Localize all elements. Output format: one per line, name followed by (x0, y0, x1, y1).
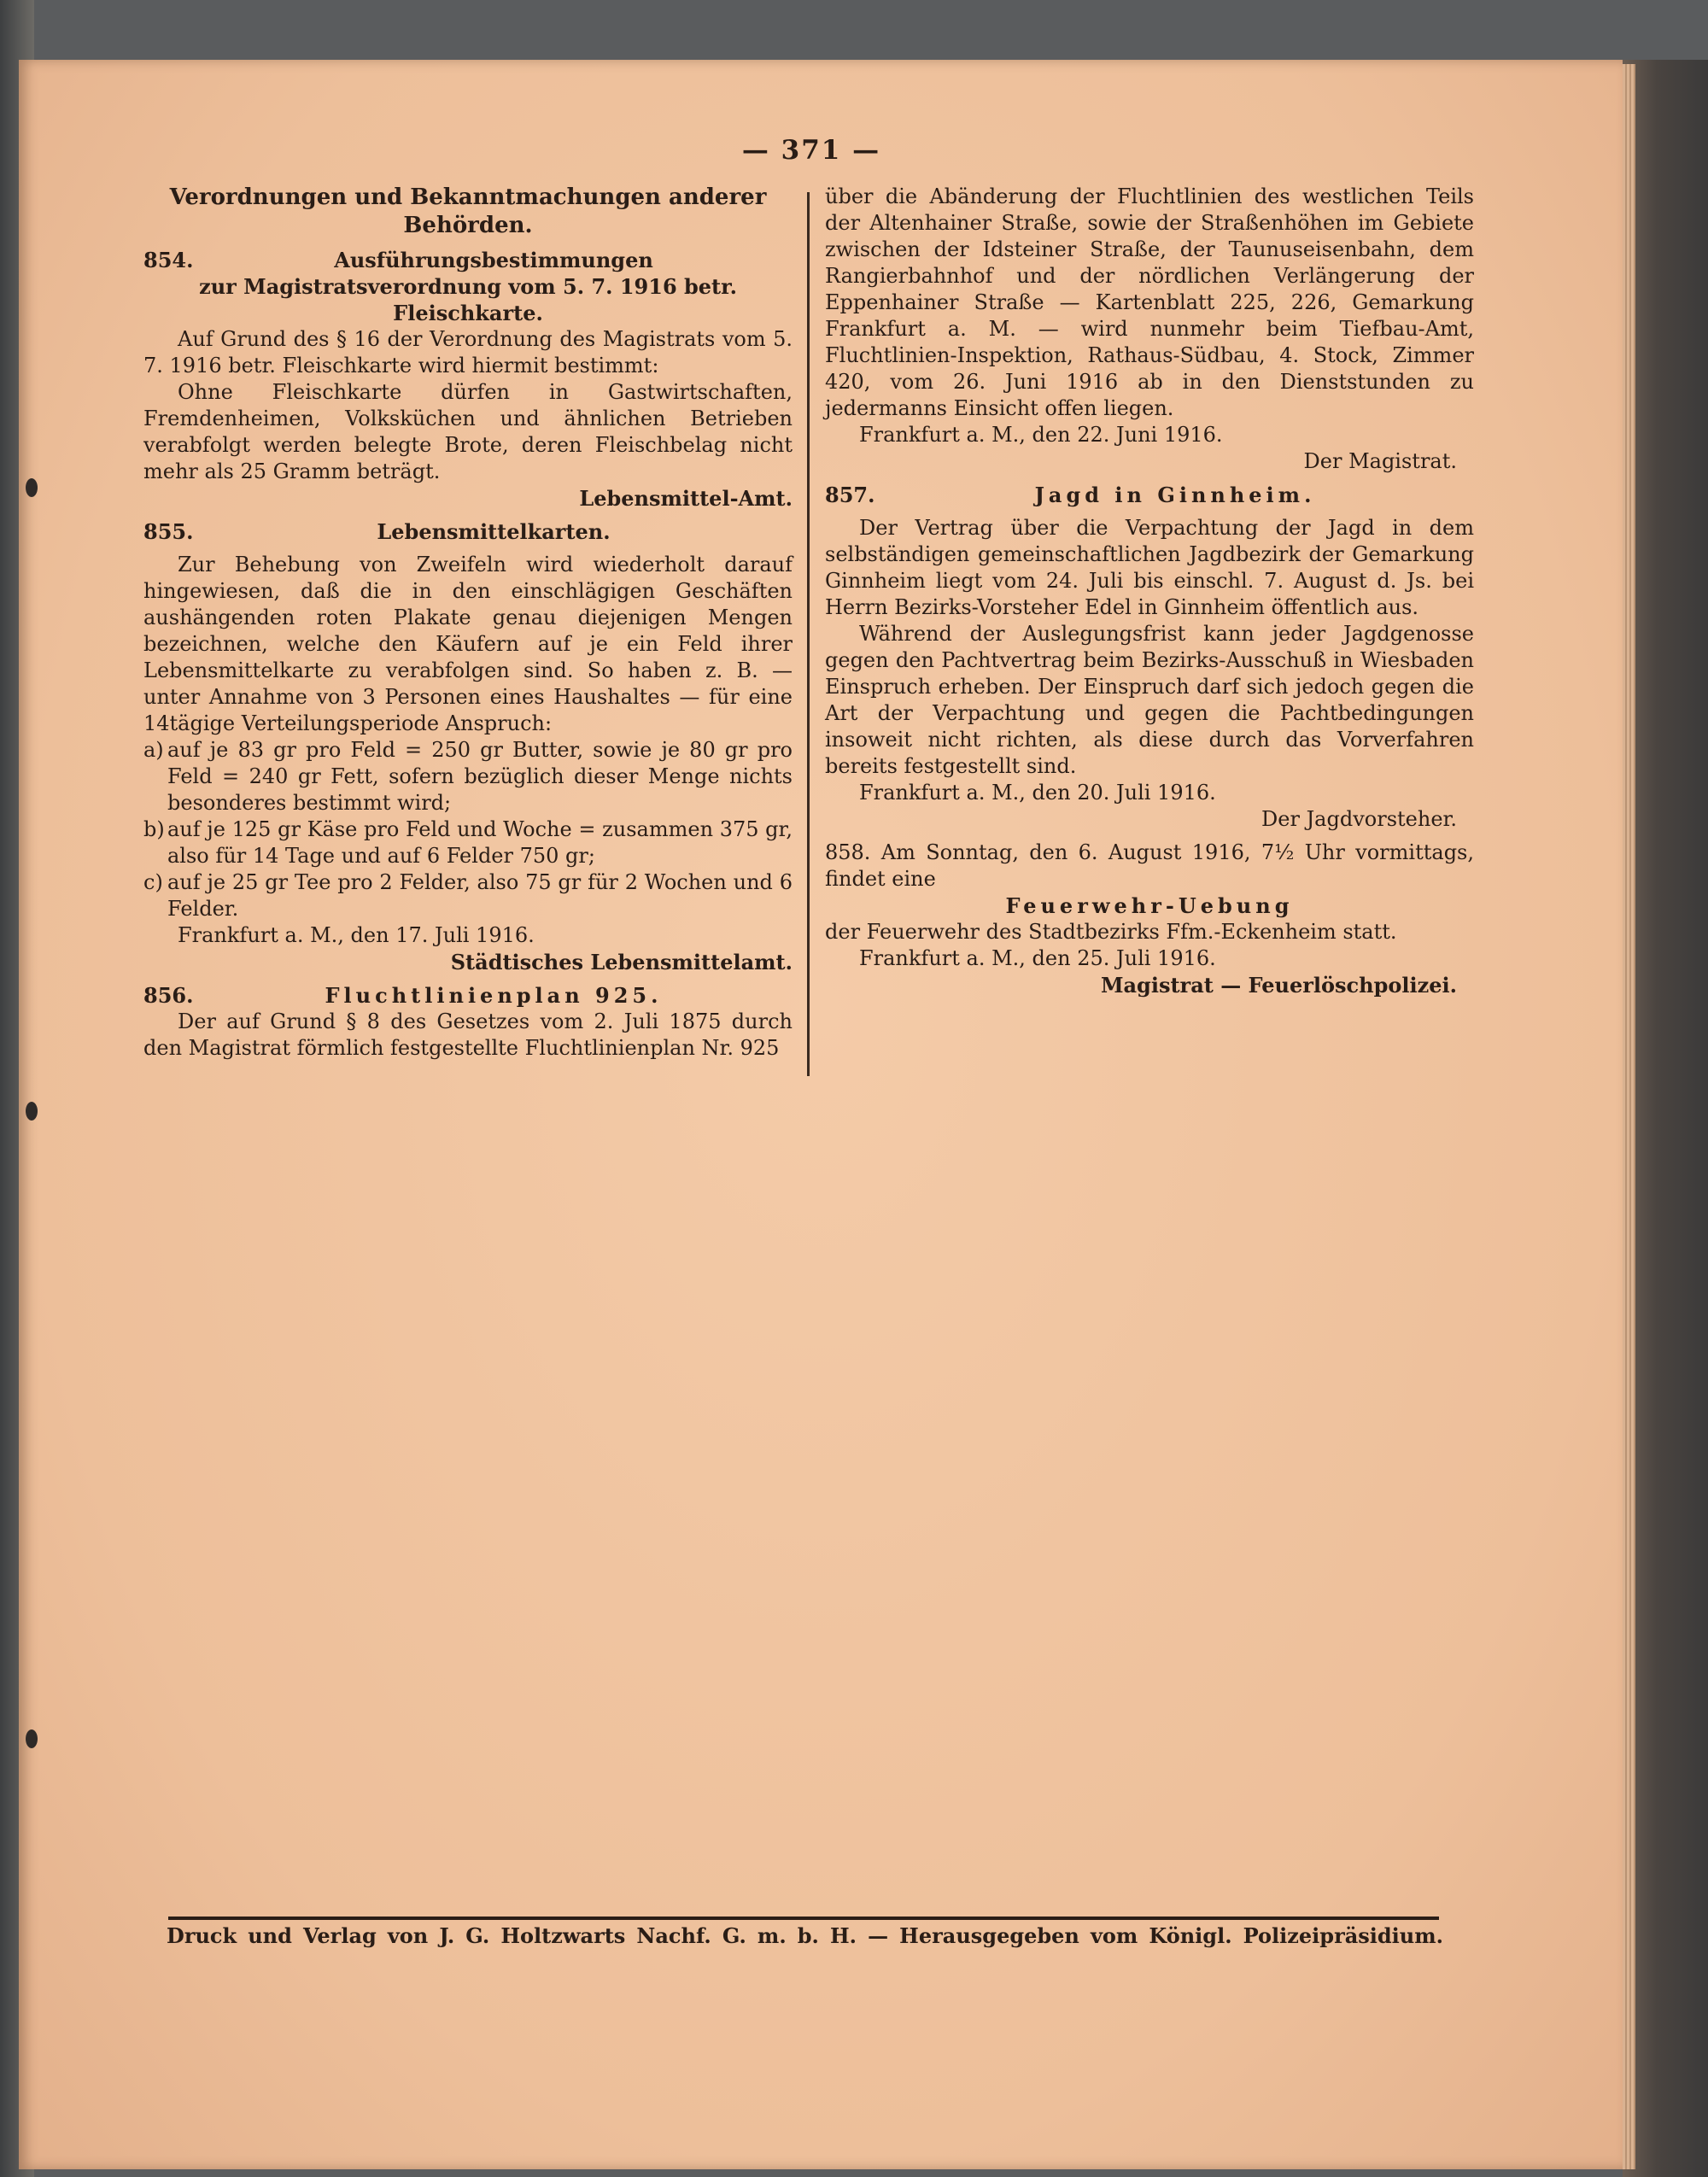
left-column (143, 184, 793, 1062)
list-marker: a) (143, 738, 164, 762)
entry-title: Ausführungsbestimmungen (334, 248, 653, 272)
entry-855-header (143, 518, 793, 545)
entry-body: der Feuerwehr des Stadtbezirks Ffm.-Eckenheim statt. (825, 920, 1397, 944)
entry-date: Frankfurt a. M., den 20. Juli 1916. (859, 781, 1216, 805)
list-text: auf je 83 gr pro Feld = 250 gr Butter, sowie je 80 gr pro Feld = 240 gr Fett, sofern bezüglich dieser Menge nichts besonderes bestimmt wird; (167, 738, 793, 815)
list-item (143, 816, 793, 869)
entry-title: Fluchtlinienplan 925. (325, 983, 663, 1008)
entry-signature: Magistrat — Feuerlöschpolizei. (1100, 973, 1457, 998)
list-marker: b) (143, 817, 165, 841)
entry-858-intro (825, 840, 1474, 892)
entry-date: Frankfurt a. M., den 25. Juli 1916. (859, 946, 1216, 970)
entry-number: 856. (143, 983, 194, 1008)
entry-body: Ohne Fleischkarte dürfen in Gastwirtschaften, Fremdenheimen, Volksküchen und ähnlichen Betrieben verabfolgt werden belegte Brote, deren Fleischbelag nicht mehr als 25 Gramm beträgt. (143, 380, 793, 483)
entry-signature: Städtisches Lebensmittelamt. (450, 950, 793, 974)
entry-number: 854. (143, 248, 194, 272)
binding-hole (26, 478, 38, 497)
page-number: — 371 — (741, 135, 881, 166)
entry-body: Der Vertrag über die Verpachtung der Jagd in dem selbständigen gemeinschaftlichen Jagdbezirk der Gemarkung Ginnheim liegt vom 24. Juli bis einschl. 7. August d. Js. bei Herrn Bezirks-Vorsteher Edel in Ginnheim öffentlich aus. (825, 516, 1474, 619)
entry-number: 858. (825, 840, 871, 864)
column-divider (807, 192, 810, 1076)
entry-857-header (825, 482, 1474, 508)
entry-number: 857. (825, 483, 875, 507)
entry-body: Zur Behebung von Zweifeln wird wiederholt darauf hingewiesen, daß die in den einschlägigen Geschäften aushängenden roten Plakate genau diejenigen Mengen bezeichnen, welche den Käufern auf je ein Feld ihrer Lebensmittelkarte zu verabfolgen sind. So haben z. B. — unter Annahme von 3 Personen eines Haushaltes — für eine 14tägige Verteilungsperiode Anspruch: (143, 553, 793, 735)
entry-signature: Der Magistrat. (1303, 449, 1457, 473)
list-text: auf je 25 gr Tee pro 2 Felder, also 75 gr für 2 Wochen und 6 Felder. (167, 870, 793, 921)
list-item (143, 869, 793, 922)
list-text: auf je 125 gr Käse pro Feld und Woche = zusammen 375 gr, also für 14 Tage und auf 6 Felder 750 gr; (167, 817, 793, 868)
entry-signature: Der Jagdvorsteher. (1261, 807, 1457, 831)
entry-title: Lebensmittelkarten. (377, 519, 611, 544)
right-column (825, 184, 1474, 998)
book-cover-edge (1623, 60, 1708, 2177)
footer-imprint: Druck und Verlag von J. G. Holtzwarts Nachf. G. m. b. H. — Herausgegeben vom Königl. Polizeipräsidium. (167, 1923, 1443, 1948)
entry-date: Frankfurt a. M., den 17. Juli 1916. (178, 923, 535, 947)
entry-title: Jagd in Ginnheim. (1034, 483, 1316, 507)
footer-rule (168, 1917, 1439, 1920)
section-heading: Verordnungen und Bekanntmachungen anderer Behörden. (169, 184, 767, 238)
entry-body: Am Sonntag, den 6. August 1916, 7½ Uhr vormittags, findet eine (825, 840, 1474, 891)
binding-hole (26, 1729, 38, 1748)
binding-hole (26, 1102, 38, 1121)
entry-856-header (143, 982, 793, 1009)
entry-body: über die Abänderung der Fluchtlinien des westlichen Teils der Altenhainer Straße, sowie der Straßenhöhen im Gebiete zwischen der Idsteiner Straße, der Taunuseisenbahn, dem Rangierbahnhof und der nördlichen Verlängerung der Eppenhainer Straße — Kartenblatt 225, 226, Gemarkung Frankfurt a. M. — wird nunmehr beim Tiefbau-Amt, Fluchtlinien-Inspektion, Rathaus-Südbau, 4. Stock, Zimmer 420, vom 26. Juni 1916 ab in den Dienststunden zu jedermanns Einsicht offen liegen. (825, 184, 1474, 420)
list-marker: c) (143, 870, 163, 894)
entry-854-header (143, 247, 793, 273)
list-item (143, 737, 793, 816)
entry-body: Der auf Grund § 8 des Gesetzes vom 2. Juli 1875 durch den Magistrat förmlich festgestellte Fluchtlinienplan Nr. 925 (143, 1009, 793, 1060)
entry-signature: Lebensmittel-Amt. (579, 486, 793, 511)
entry-body: Auf Grund des § 16 der Verordnung des Magistrats vom 5. 7. 1916 betr. Fleischkarte wird hiermit bestimmt: (143, 327, 793, 377)
entry-date: Frankfurt a. M., den 22. Juni 1916. (859, 423, 1223, 447)
entry-number: 855. (143, 519, 194, 544)
entry-title: Feuerwehr-Uebung (1005, 893, 1294, 918)
entry-subtitle: zur Magistratsverordnung vom 5. 7. 1916 betr. Fleischkarte. (199, 274, 737, 325)
entry-body: Während der Auslegungsfrist kann jeder Jagdgenosse gegen den Pachtvertrag beim Bezirks-Ausschuß in Wiesbaden Einspruch erheben. Der Einspruch darf sich jedoch gegen die Art der Verpachtung und gegen die Pachtbedingungen insoweit nicht richten, als diese durch das Vorverfahren bereits festgestellt sind. (825, 622, 1474, 778)
